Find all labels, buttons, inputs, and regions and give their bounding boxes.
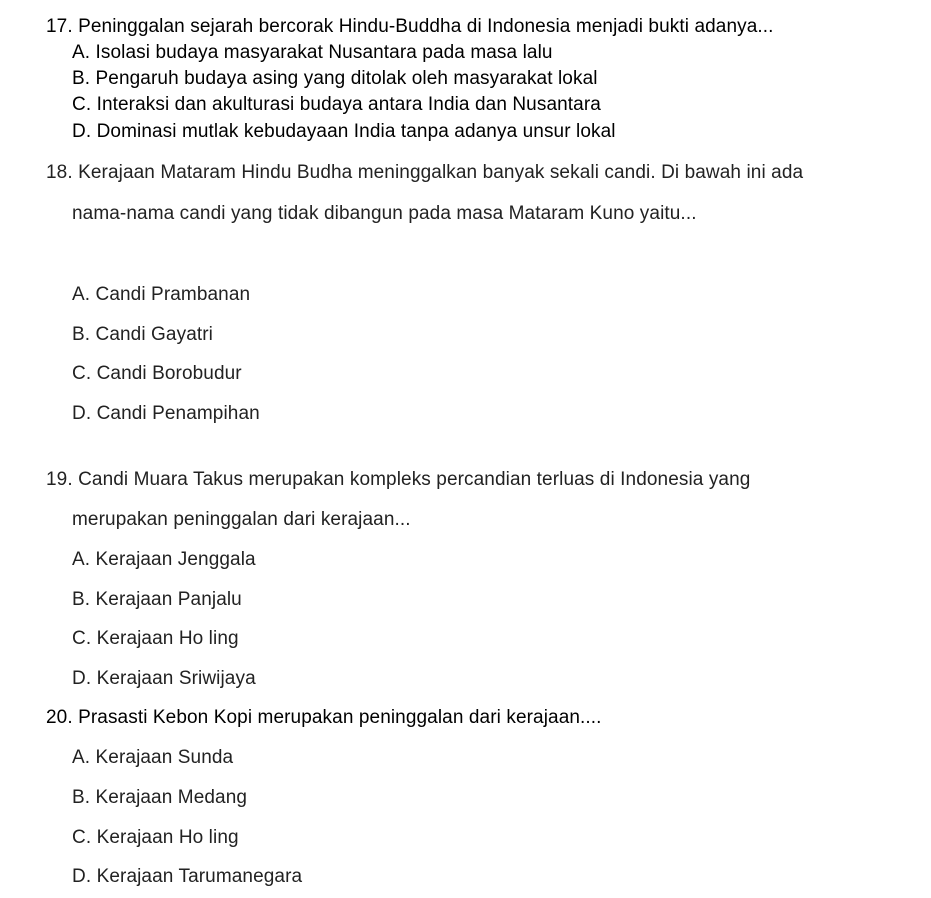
question-19-text-line-1: 19. Candi Muara Takus merupakan kompleks percandian terluas di Indonesia yang <box>46 469 751 490</box>
question-17-option-b[interactable]: B. Pengaruh budaya asing yang ditolak oleh masyarakat lokal <box>72 68 598 89</box>
question-20-option-c[interactable]: C. Kerajaan Ho ling <box>72 827 239 848</box>
question-17-text: 17. Peninggalan sejarah bercorak Hindu-Buddha di Indonesia menjadi bukti adanya... <box>46 16 774 37</box>
question-20-option-b[interactable]: B. Kerajaan Medang <box>72 787 248 808</box>
question-18-option-d[interactable]: D. Candi Penampihan <box>72 403 260 424</box>
question-19-option-a[interactable]: A. Kerajaan Jenggala <box>72 549 256 570</box>
question-19-text-line-2: merupakan peninggalan dari kerajaan... <box>72 509 411 530</box>
question-19-option-c[interactable]: C. Kerajaan Ho ling <box>72 628 239 649</box>
question-20-option-a[interactable]: A. Kerajaan Sunda <box>72 747 234 768</box>
question-20-text: 20. Prasasti Kebon Kopi merupakan peninggalan dari kerajaan.... <box>46 707 602 728</box>
question-18-text-line-2: nama-nama candi yang tidak dibangun pada masa Mataram Kuno yaitu... <box>72 203 697 224</box>
question-17-option-c[interactable]: C. Interaksi dan akulturasi budaya antara India dan Nusantara <box>72 94 601 115</box>
question-17-option-d[interactable]: D. Dominasi mutlak kebudayaan India tanpa adanya unsur lokal <box>72 121 616 142</box>
question-20-option-d[interactable]: D. Kerajaan Tarumanegara <box>72 866 303 887</box>
question-19-option-b[interactable]: B. Kerajaan Panjalu <box>72 589 242 610</box>
question-18-text-line-1: 18. Kerajaan Mataram Hindu Budha meninggalkan banyak sekali candi. Di bawah ini ada <box>46 162 804 183</box>
question-18-option-a[interactable]: A. Candi Prambanan <box>72 284 251 305</box>
question-17-option-a[interactable]: A. Isolasi budaya masyarakat Nusantara pada masa lalu <box>72 42 553 63</box>
question-19-option-d[interactable]: D. Kerajaan Sriwijaya <box>72 668 256 689</box>
question-18-option-c[interactable]: C. Candi Borobudur <box>72 363 242 384</box>
question-18-option-b[interactable]: B. Candi Gayatri <box>72 324 213 345</box>
